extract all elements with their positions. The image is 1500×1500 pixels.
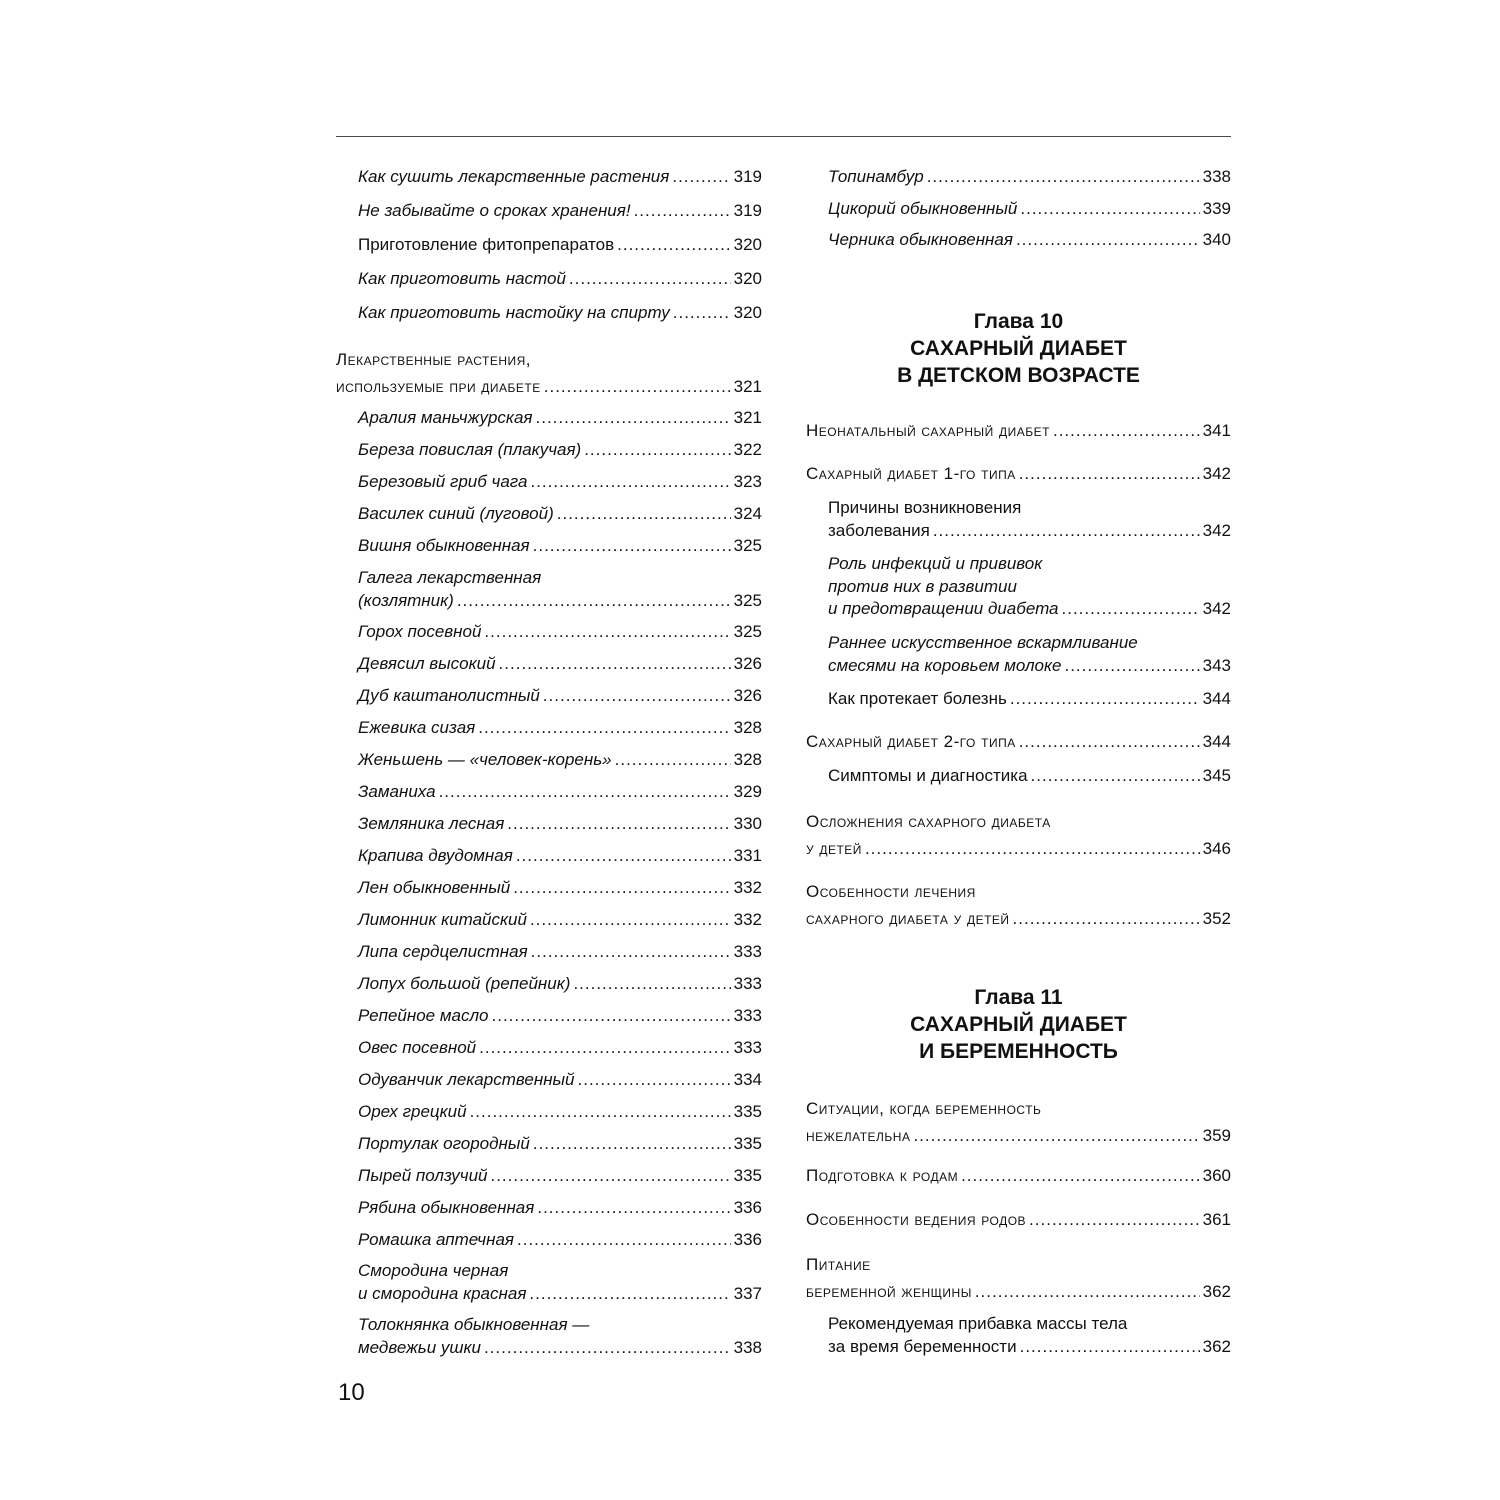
toc-section-entry[interactable]: Особенности ведения родов ..... 361 — [806, 1209, 1231, 1232]
toc-entry[interactable]: Пырей ползучий ..... 335 — [358, 1165, 762, 1188]
toc-section-entry[interactable]: Сахарный диабет 2-го типа ..... 344 — [806, 731, 1231, 754]
toc-entry[interactable]: Топинамбур ..... 338 — [828, 166, 1231, 189]
toc-entry[interactable]: Рекомендуемая прибавка массы тела за время беременности ..... 362 — [828, 1313, 1231, 1358]
toc-entry[interactable]: Лен обыкновенный ..... 332 — [358, 877, 762, 900]
toc-entry[interactable]: Цикорий обыкновенный ..... 339 — [828, 198, 1231, 221]
toc-entry[interactable]: Горох посевной ..... 325 — [358, 621, 762, 644]
toc-entry[interactable]: Как протекает болезнь ..... 344 — [828, 688, 1231, 711]
toc-entry[interactable]: Вишня обыкновенная ..... 325 — [358, 535, 762, 558]
toc-entry[interactable]: Заманиха ..... 329 — [358, 781, 762, 804]
toc-entry[interactable]: Репейное масло ..... 333 — [358, 1005, 762, 1028]
toc-entry[interactable]: Дуб каштанолистный ..... 326 — [358, 685, 762, 708]
chapter-title-line: В ДЕТСКОМ ВОЗРАСТЕ — [897, 364, 1140, 387]
chapter-label: Глава 11 — [974, 986, 1063, 1009]
page-number: 10 — [338, 1379, 365, 1406]
toc-entry[interactable]: Земляника лесная ..... 330 — [358, 813, 762, 836]
toc-section-entry[interactable]: Неонатальный сахарный диабет ..... 341 — [806, 420, 1231, 443]
toc-entry[interactable]: Ежевика сизая ..... 328 — [358, 717, 762, 740]
toc-entry[interactable]: Ромашка аптечная ..... 336 — [358, 1229, 762, 1252]
toc-section-entry[interactable]: Ситуации, когда беременность нежелательна ..... 359 — [806, 1095, 1231, 1149]
toc-entry[interactable]: Аралия маньчжурская ..... 321 — [358, 407, 762, 430]
toc-entry[interactable]: Женьшень — «человек-корень» ..... 328 — [358, 749, 762, 772]
chapter-title-line: САХАРНЫЙ ДИАБЕТ — [910, 1013, 1127, 1036]
toc-section-entry[interactable]: Подготовка к родам ..... 360 — [806, 1165, 1231, 1188]
toc-entry[interactable]: Липа сердцелистная ..... 333 — [358, 941, 762, 964]
toc-entry[interactable]: Симптомы и диагностика ..... 345 — [828, 765, 1231, 788]
toc-entry[interactable]: Приготовление фитопрепаратов ..... 320 — [358, 234, 762, 257]
toc-entry[interactable]: Девясил высокий ..... 326 — [358, 653, 762, 676]
toc-section-entry[interactable]: Питание беременной женщины ..... 362 — [806, 1251, 1231, 1305]
toc-entry[interactable]: Крапива двудомная ..... 331 — [358, 845, 762, 868]
toc-section-entry[interactable]: Особенности лечения сахарного диабета у детей ..... 352 — [806, 878, 1231, 932]
toc-entry[interactable]: Одуванчик лекарственный ..... 334 — [358, 1069, 762, 1092]
chapter-heading-11 — [806, 984, 1231, 1065]
toc-entry[interactable]: Роль инфекций и прививок против них в развитии и предотвращении диабета ..... 342 — [828, 553, 1231, 621]
toc-section-entry[interactable]: Лекарственные растения, используемые при диабете ..... 321 — [336, 346, 762, 400]
chapter-title-line: И БЕРЕМЕННОСТЬ — [919, 1040, 1118, 1063]
toc-entry[interactable]: Орех грецкий ..... 335 — [358, 1101, 762, 1124]
toc-entry[interactable]: Как приготовить настой ..... 320 — [358, 268, 762, 291]
toc-entry[interactable]: Лимонник китайский ..... 332 — [358, 909, 762, 932]
toc-entry[interactable]: Галега лекарственная (козлятник) ..... 325 — [358, 567, 762, 612]
toc-entry[interactable]: Причины возникновения заболевания ..... 342 — [828, 497, 1231, 542]
toc-entry[interactable]: Василек синий (луговой) ..... 324 — [358, 503, 762, 526]
toc-section-entry[interactable]: Осложнения сахарного диабета у детей ..... 346 — [806, 808, 1231, 862]
toc-entry[interactable]: Раннее искусственное вскармливание смесями на коровьем молоке ..... 343 — [828, 632, 1231, 677]
toc-entry[interactable]: Черника обыкновенная ..... 340 — [828, 229, 1231, 252]
header-rule — [336, 136, 1231, 137]
toc-entry[interactable]: Овес посевной ..... 333 — [358, 1037, 762, 1060]
chapter-label: Глава 10 — [973, 310, 1064, 333]
toc-section-entry[interactable]: Сахарный диабет 1-го типа ..... 342 — [806, 463, 1231, 486]
chapter-title-line: САХАРНЫЙ ДИАБЕТ — [910, 337, 1127, 360]
toc-entry[interactable]: Как приготовить настойку на спирту ..... 320 — [358, 302, 762, 325]
toc-entry[interactable]: Береза повислая (плакучая) ..... 322 — [358, 439, 762, 462]
toc-entry[interactable]: Лопух большой (репейник) ..... 333 — [358, 973, 762, 996]
toc-entry[interactable]: Толокнянка обыкновенная — медвежьи ушки ..... 338 — [358, 1314, 762, 1359]
chapter-heading-10 — [806, 308, 1231, 389]
toc-entry[interactable]: Как сушить лекарственные растения ..... 319 — [358, 166, 762, 189]
toc-entry[interactable]: Не забывайте о сроках хранения! ..... 319 — [358, 200, 762, 223]
toc-entry[interactable]: Портулак огородный ..... 335 — [358, 1133, 762, 1156]
toc-entry[interactable]: Рябина обыкновенная ..... 336 — [358, 1197, 762, 1220]
toc-entry[interactable]: Смородина черная и смородина красная ..... 337 — [358, 1260, 762, 1305]
toc-entry[interactable]: Березовый гриб чага ..... 323 — [358, 471, 762, 494]
